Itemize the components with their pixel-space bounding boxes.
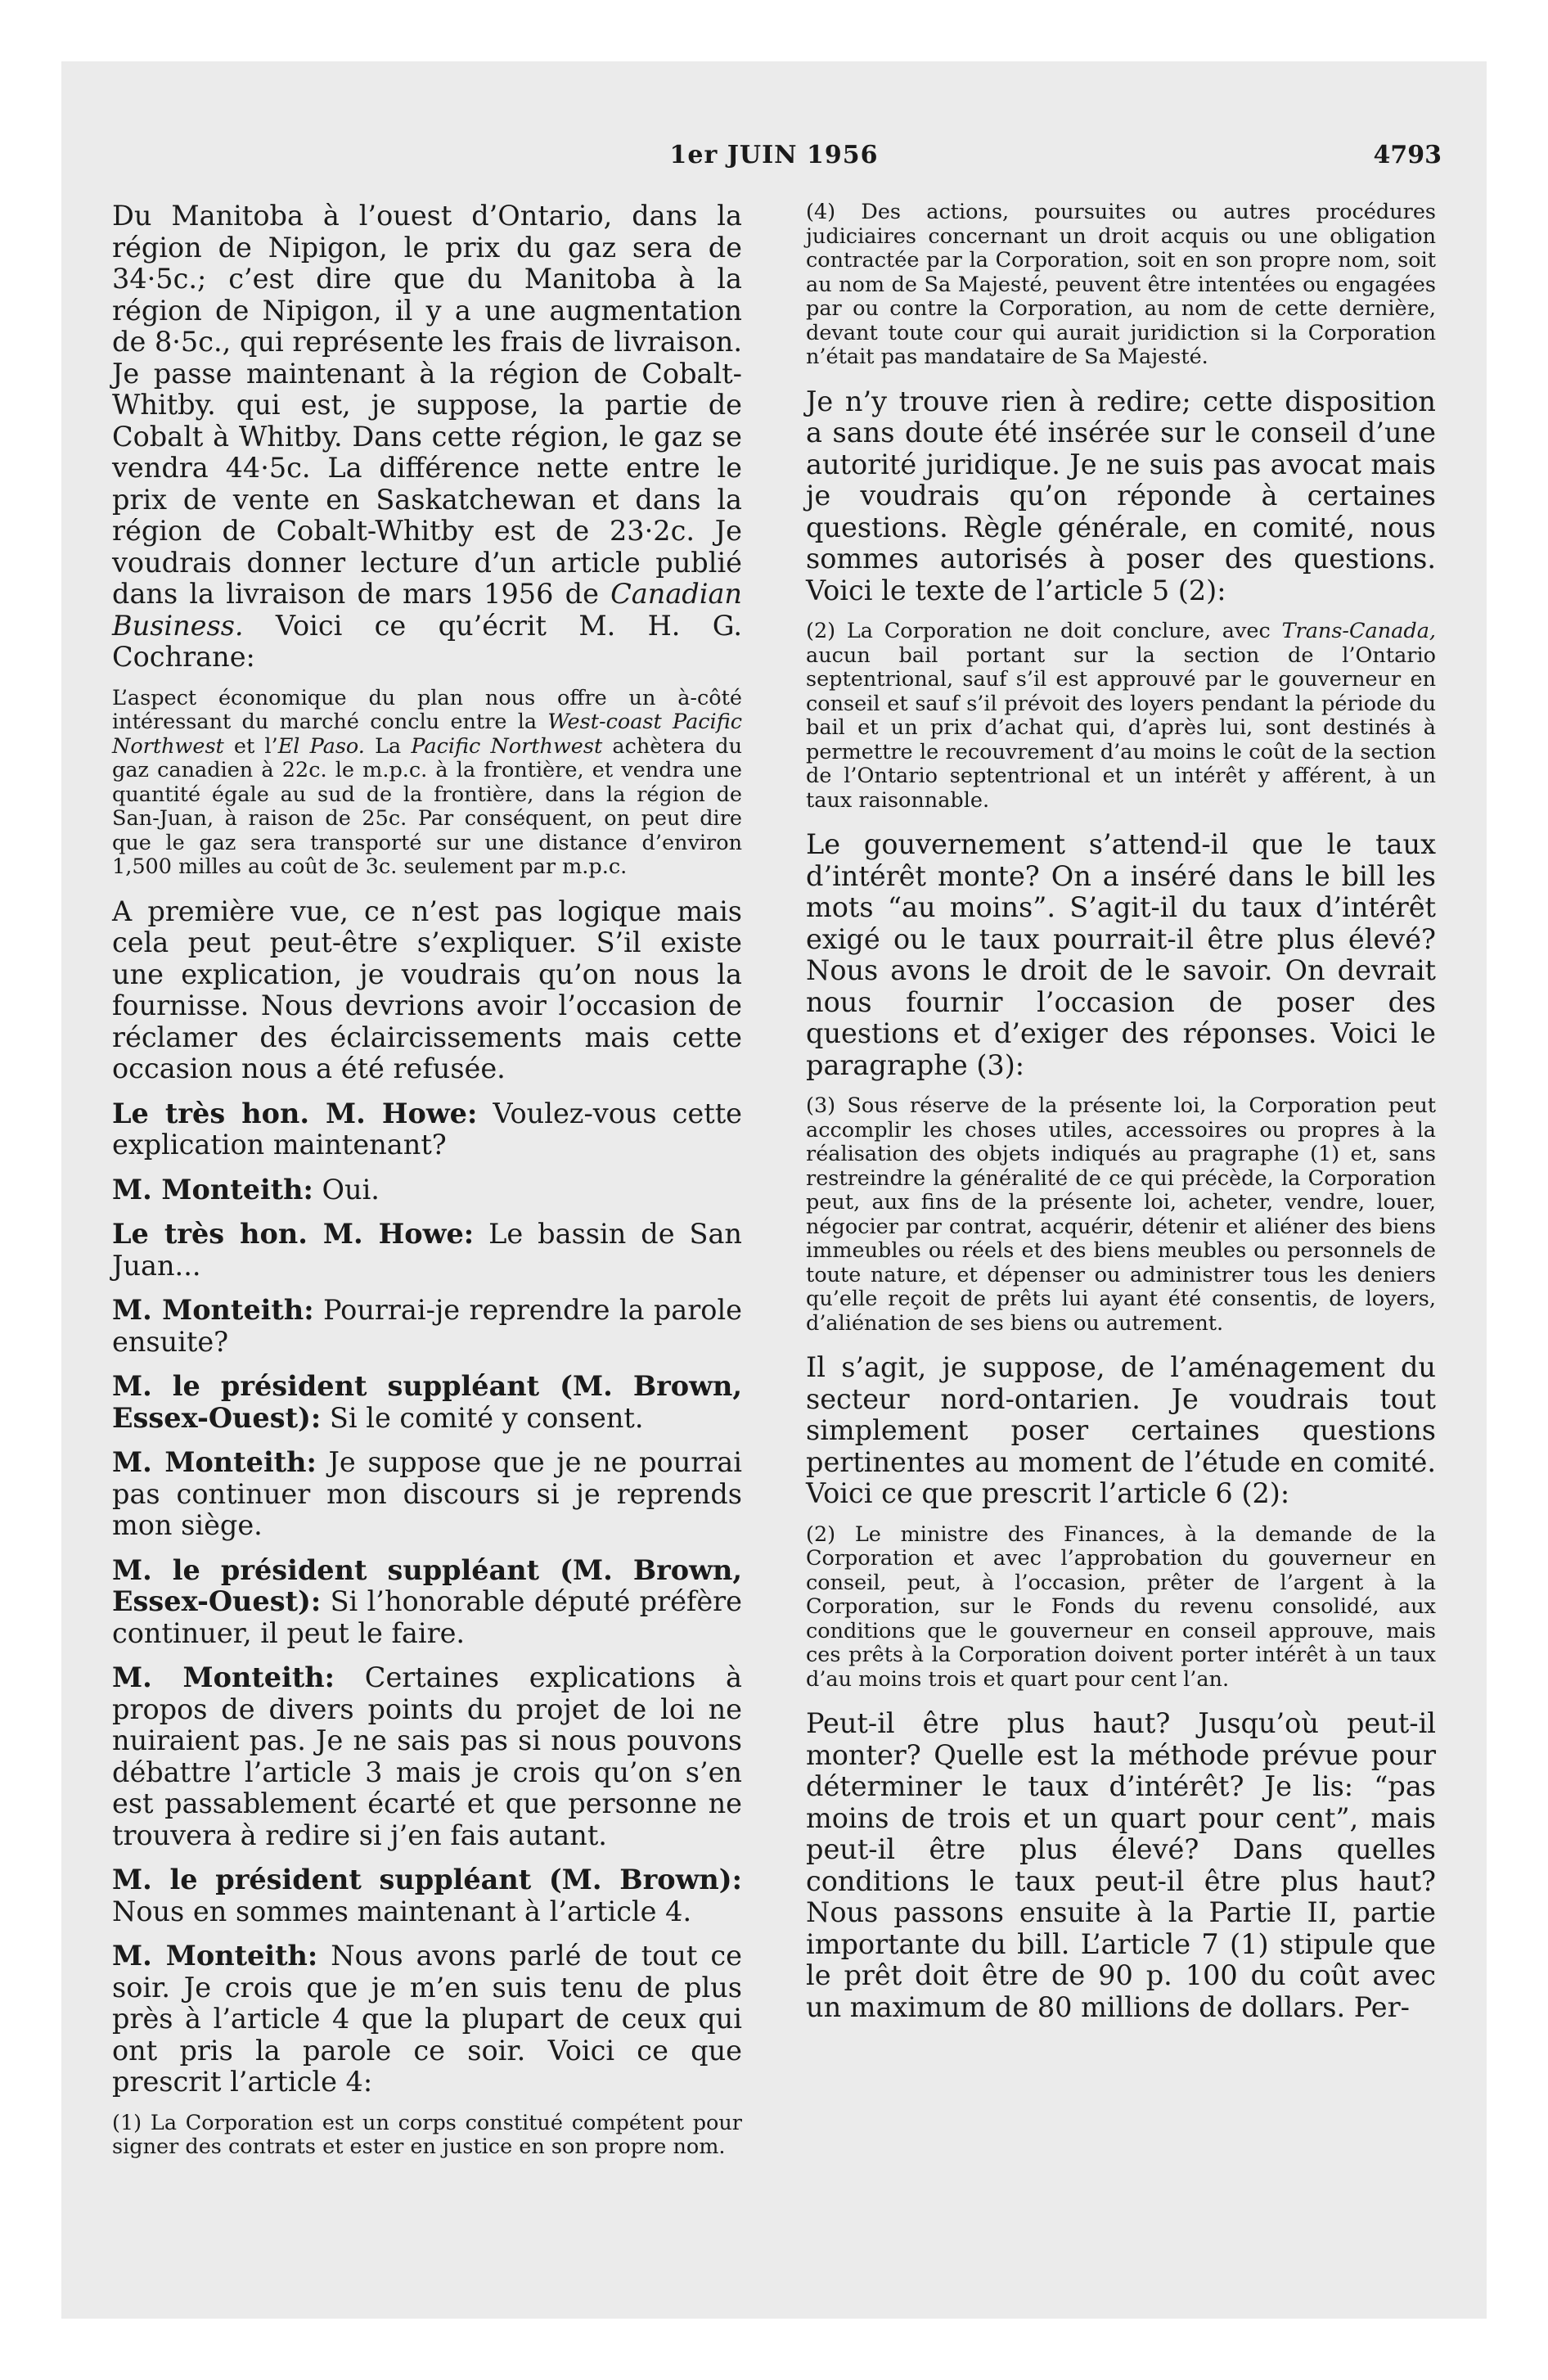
quotation: (3) Sous réserve de la présente loi, la Corporation peut accomplir les choses utiles, accessoires ou propres à la réalisation des objets indiqués au pragraphe (1) et, sans restreindre la généralité de ce qui précède, la Corporation peut, aux fins de la présente loi, acheter, vendre, louer, négocier par contrat, acquérir, détenir et aliéner des biens immeubles ou réels et des biens meubles ou personnels de toute nature, et dépenser ou administrer tous les deniers qu’elle reçoit de prêts lui ayant été consentis, de loyers, d’aliénation de ses biens ou autrement. bbox=[806, 1093, 1436, 1336]
right-column bbox=[806, 201, 1436, 2036]
speech: M. le président suppléant (M. Brown, Essex-Ouest): Si l’honorable député préfère continuer, il peut le faire. bbox=[112, 1553, 742, 1649]
paragraph: Peut-il être plus haut? Jusqu’où peut-il monter? Quelle est la méthode prévue pour déterminer le taux d’intérêt? Je lis: “pas moins de trois et un quart pour cent”, mais peut-il être plus élevé? Dans quelles conditions le taux peut-il être plus haut? Nous passons ensuite à la Partie II, partie importante du bill. L’article 7 (1) stipule que le prêt doit être de 90 p. 100 du coût avec un maximum de 80 millions de dollars. Per- bbox=[806, 1707, 1436, 2023]
speech: M. Monteith: Je suppose que je ne pourrai pas continuer mon discours si je reprends mon siège. bbox=[112, 1446, 742, 1541]
page-date: 1er JUIN 1956 bbox=[669, 141, 879, 169]
speech: Le très hon. M. Howe: Le bassin de San Juan... bbox=[112, 1218, 742, 1282]
page-header bbox=[106, 141, 1442, 174]
quotation: (2) Le ministre des Finances, à la demande de la Corporation et avec l’approbation du gouverneur en conseil, peut, à l’occasion, prêter de l’argent à la Corporation, sur le Fonds du revenu consolidé, aux conditions que le gouverneur en conseil approuve, mais ces prêts à la Corporation doivent porter intérêt à un taux d’au moins trois et quart pour cent l’an. bbox=[806, 1521, 1436, 1692]
paragraph: Il s’agit, je suppose, de l’aménagement du secteur nord-ontarien. Je voudrais tout simplement poser certaines questions pertinentes au moment de l’étude en comité. Voici ce que prescrit l’article 6 (2): bbox=[806, 1351, 1436, 1509]
quotation: L’aspect économique du plan nous offre un à-côté intéressant du marché conclu entre la West-coast Pacific Northwest et l’El Paso. La Pacific Northwest achètera du gaz canadien à 22c. le m.p.c. à la frontière, et vendra une quantité égale au sud de la frontière, dans la région de San-Juan, à raison de 25c. Par conséquent, on peut dire que le gaz sera transporté sur une distance d’environ 1,500 milles au coût de 3c. seulement par m.p.c. bbox=[112, 685, 743, 879]
left-column bbox=[112, 201, 742, 2176]
quotation: (1) La Corporation est un corps constitué compétent pour signer des contrats et ester en justice en son propre nom. bbox=[112, 2110, 742, 2159]
speaker: M. le président suppléant (M. Brown, Essex-Ouest): bbox=[112, 1553, 742, 1617]
speaker: M. Monteith: bbox=[112, 1294, 314, 1326]
paragraph: Du Manitoba à l’ouest d’Ontario, dans la région de Nipigon, le prix du gaz sera de 34·5c.; c’est dire que du Manitoba à la région de Nipigon, il y a une augmentation de 8·5c., qui représente les frais de livraison. Je passe maintenant à la région de Cobalt-Whitby. qui est, je suppose, la partie de Cobalt à Whitby. Dans cette région, le gaz se vendra 44·5c. La différence nette entre le prix de vente en Saskatchewan et dans la région de Cobalt-Whitby est de 23·2c. Je voudrais donner lecture d’un article publié dans la livraison de mars 1956 de Canadian Business. Voici ce qu’écrit M. H. G. Cochrane: bbox=[112, 200, 742, 673]
speaker: M. le président suppléant (M. Brown, Essex-Ouest): bbox=[112, 1370, 742, 1434]
speech: M. Monteith: Oui. bbox=[112, 1173, 380, 1206]
paragraph: Le gouvernement s’attend-il que le taux d’intérêt monte? On a inséré dans le bill les mots “au moins”. S’agit-il du taux d’intérêt exigé ou le taux pourrait-il être plus élevé? Nous avons le droit de le savoir. On devrait nous fournir l’occasion de poser des questions et d’exiger des réponses. Voici le paragraphe (3): bbox=[806, 828, 1436, 1081]
speech: M. Monteith: Certaines explications à propos de divers points du projet de loi ne nuiraient pas. Je ne sais pas si nous pouvons débattre l’article 3 mais je crois qu’on s’en est passablement écarté et que personne ne trouvera à redire si j’en fais autant. bbox=[112, 1661, 742, 1851]
quotation: (4) Des actions, poursuites ou autres procédures judiciaires concernant un droit acquis ou une obligation contractée par la Corporation, soit en son propre nom, soit au nom de Sa Majesté, peuvent être intentées ou engagées par ou contre la Corporation, au nom de cette dernière, devant toute cour qui aurait juridiction si la Corporation n’était pas mandataire de Sa Majesté. bbox=[806, 200, 1436, 369]
speech: M. le président suppléant (M. Brown, Essex-Ouest): Si le comité y consent. bbox=[112, 1370, 742, 1434]
speech: Le très hon. M. Howe: Voulez-vous cette explication maintenant? bbox=[112, 1097, 743, 1161]
speech: M. Monteith: Nous avons parlé de tout ce soir. Je crois que je m’en suis tenu de plus près à l’article 4 que la plupart de ceux qui ont pris la parole ce soir. Voici ce que prescrit l’article 4: bbox=[112, 1940, 742, 2098]
speaker: M. Monteith: bbox=[112, 1173, 313, 1206]
speaker: Le très hon. M. Howe: bbox=[112, 1097, 478, 1129]
speaker: M. le président suppléant (M. Brown): bbox=[112, 1864, 742, 1895]
quotation: (2) La Corporation ne doit conclure, avec Trans-Canada, aucun bail portant sur la section de l’Ontario septentrional, sauf s’il est approuvé par le gouverneur en conseil et sauf s’il prévoit des loyers pendant la période du bail et un prix d’achat qui, d’après lui, sont destinés à permettre le recouvrement d’au moins le coût de la section de l’Ontario septentrional et un intérêt y afférent, à un taux raisonnable. bbox=[806, 619, 1436, 813]
paragraph: Je n’y trouve rien à redire; cette disposition a sans doute été insérée sur le conseil d’une autorité juridique. Je ne suis pas avocat mais je voudrais qu’on réponde à certaines questions. Règle générale, en comité, nous sommes autorisés à poser des questions. Voici le texte de l’article 5 (2): bbox=[806, 385, 1436, 606]
speaker: M. Monteith: bbox=[112, 1446, 317, 1478]
speaker: M. Monteith: bbox=[112, 1940, 318, 1972]
paragraph: A première vue, ce n’est pas logique mais cela peut peut-être s’expliquer. S’il existe une explication, je voudrais qu’on nous la fournisse. Nous devrions avoir l’occasion de réclamer des éclaircissements mais cette occasion nous a été refusée. bbox=[112, 895, 742, 1084]
speech: M. le président suppléant (M. Brown): Nous en sommes maintenant à l’article 4. bbox=[112, 1864, 742, 1927]
speaker: M. Monteith: bbox=[112, 1661, 335, 1693]
speaker: Le très hon. M. Howe: bbox=[112, 1218, 475, 1250]
speech: M. Monteith: Pourrai-je reprendre la parole ensuite? bbox=[112, 1294, 742, 1358]
page-number: 4793 bbox=[1373, 141, 1442, 169]
